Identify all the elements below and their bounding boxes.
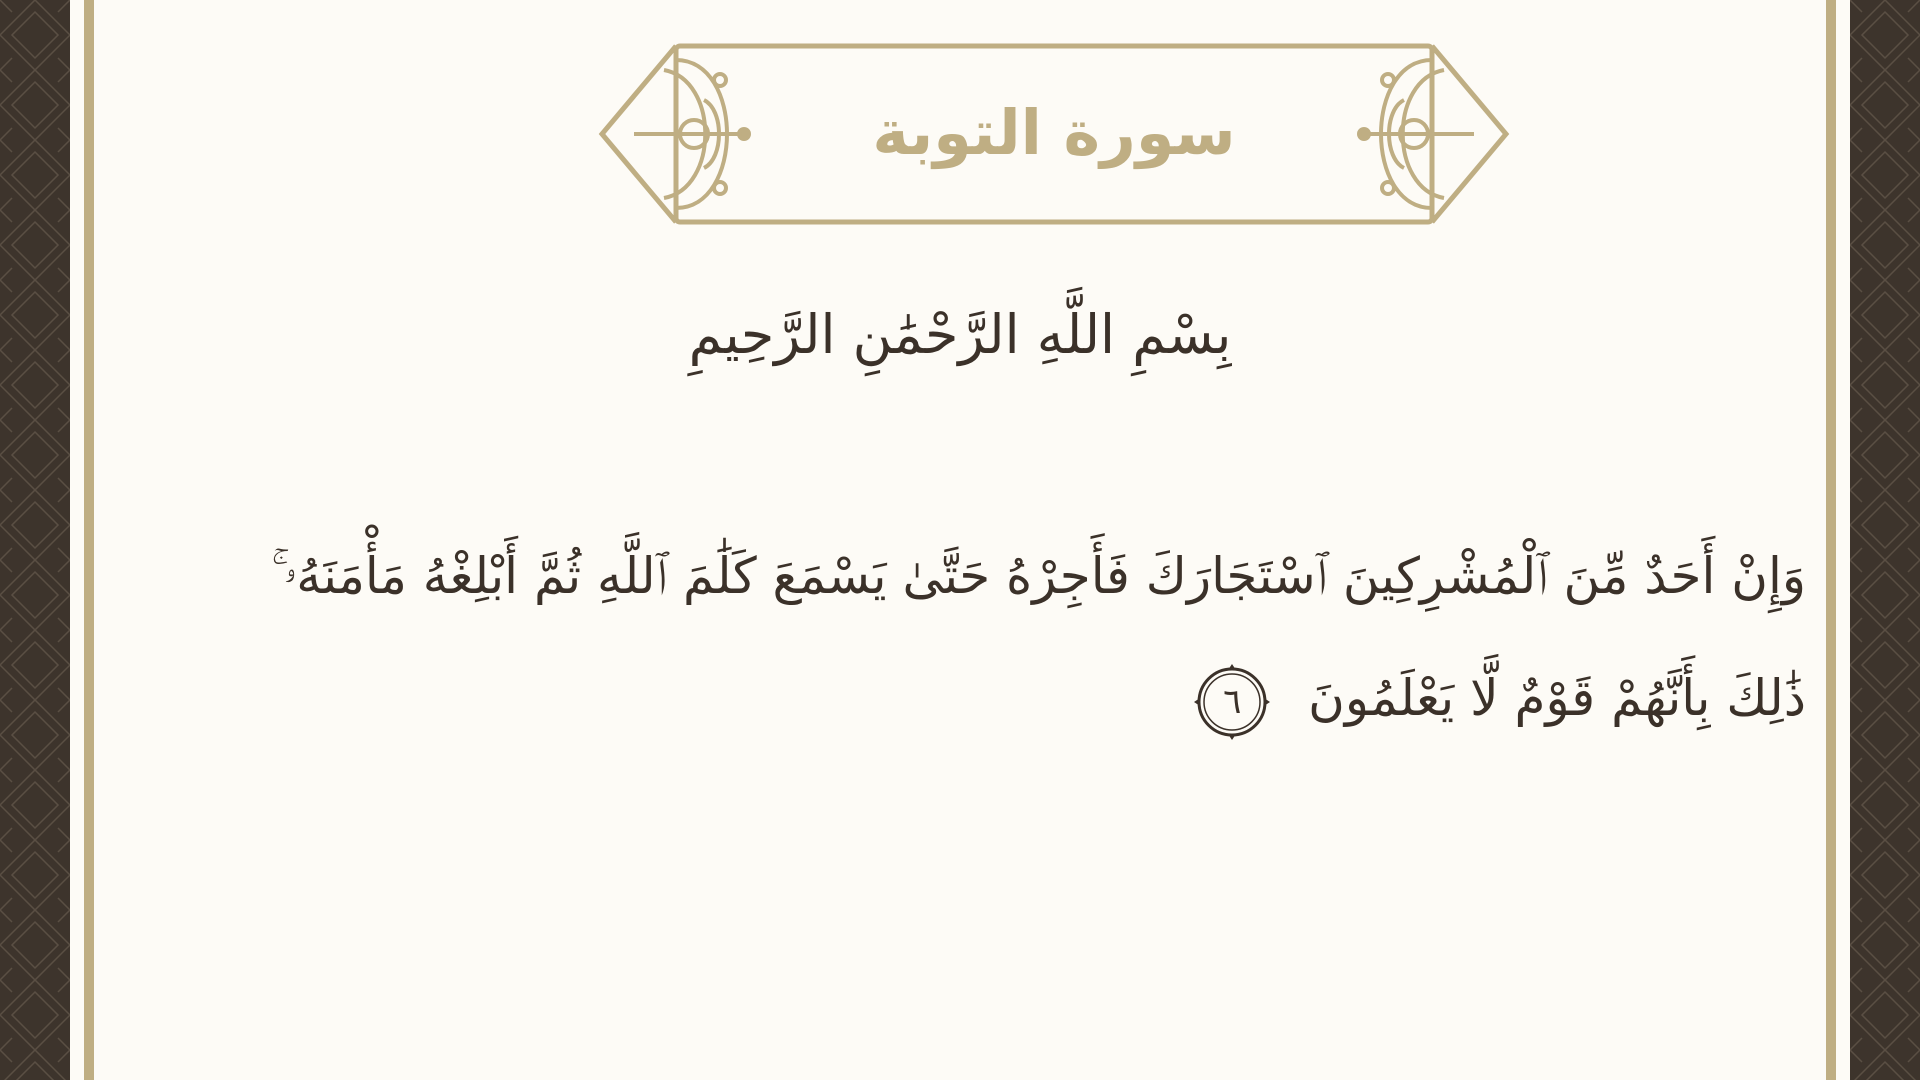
surah-header	[594, 40, 1514, 230]
geometric-pattern-icon	[1850, 0, 1920, 1080]
mushaf-page	[94, 0, 1826, 1080]
left-decorative-border	[0, 0, 70, 1080]
right-gold-rule	[1826, 0, 1836, 1080]
right-decorative-border	[1850, 0, 1920, 1080]
left-gold-rule	[84, 0, 94, 1080]
surah-title: سورة التوبة	[872, 96, 1236, 169]
ayah-end-marker	[1192, 662, 1272, 742]
basmala: بِسْمِ اللَّهِ الرَّحْمَٰنِ الرَّحِيمِ	[688, 303, 1232, 366]
verse-block	[244, 515, 1806, 759]
geometric-pattern-icon	[0, 0, 70, 1080]
verse-text: وَإِنْ أَحَدٌ مِّنَ ٱلْمُشْرِكِينَ ٱسْتَجَارَكَ فَأَجِرْهُ حَتَّىٰ يَسْمَعَ كَلَٰمَ ٱللَّهِ ثُمَّ أَبْلِغْهُ مَأْمَنَهُۥ ۚ ذَٰلِكَ بِأَنَّهُمْ قَوْمٌ لَّا يَعْلَمُونَ	[271, 547, 1806, 727]
ayah-number: ٦	[1223, 681, 1242, 722]
